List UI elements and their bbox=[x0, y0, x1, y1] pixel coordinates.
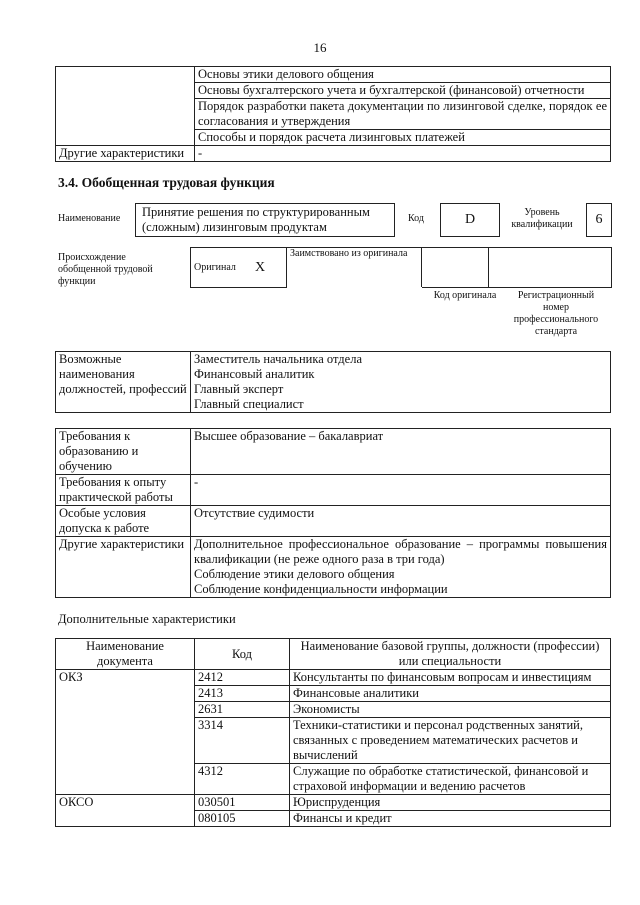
extra-title: Дополнительные характеристики bbox=[58, 612, 236, 626]
positions-table bbox=[55, 351, 611, 413]
reg-number-caption: Регистрационный номер профессионального стандарта bbox=[513, 290, 599, 337]
code-original-caption: Код оригинала bbox=[433, 290, 497, 301]
doc-okz: ОКЗ bbox=[56, 670, 195, 795]
origin-label: Происхождение обобщенной трудовой функции bbox=[58, 252, 153, 287]
other-value: Соблюдение конфиденциальности информации bbox=[194, 582, 448, 596]
position-item: Финансовый аналитик bbox=[194, 367, 315, 381]
experience-value: - bbox=[191, 475, 611, 506]
table-row bbox=[56, 670, 611, 686]
name-cell: Финансовые аналитики bbox=[290, 686, 611, 702]
other-value: Соблюдение этики делового общения bbox=[194, 567, 395, 581]
position-item: Главный специалист bbox=[194, 397, 304, 411]
special-conditions-label: Особые условия допуска к работе bbox=[56, 506, 191, 537]
code-original-cell bbox=[422, 248, 489, 288]
function-name: Принятие решения по структурированным (сложным) лизинговым продуктам bbox=[142, 205, 370, 234]
level-value: 6 bbox=[595, 212, 603, 227]
name-cell: Финансы и кредит bbox=[290, 811, 611, 827]
positions-label: Возможные наименования должностей, профессий bbox=[56, 352, 191, 413]
name-cell: Экономисты bbox=[290, 702, 611, 718]
code-cell: 2631 bbox=[195, 702, 290, 718]
knowledge-item: Порядок разработки пакета документации по лизинговой сделке, порядок ее согласования и утверждения bbox=[195, 99, 611, 130]
name-label: Наименование bbox=[58, 213, 121, 224]
code-label: Код bbox=[408, 213, 424, 224]
top-knowledge-table bbox=[55, 66, 611, 162]
requirements-table bbox=[55, 428, 611, 598]
original-mark: X bbox=[252, 248, 287, 288]
page-number: 16 bbox=[313, 40, 327, 55]
name-cell: Консультанты по финансовым вопросам и инвестициям bbox=[290, 670, 611, 686]
table-row bbox=[56, 795, 611, 811]
extra-table bbox=[55, 638, 611, 827]
experience-label: Требования к опыту практической работы bbox=[56, 475, 191, 506]
level-box bbox=[586, 203, 612, 237]
borrowed-label: Заимствовано из оригинала bbox=[287, 248, 422, 288]
original-label: Оригинал bbox=[191, 248, 253, 288]
knowledge-item: Основы этики делового общения bbox=[195, 67, 611, 83]
code-cell: 2413 bbox=[195, 686, 290, 702]
other-label: Другие характеристики bbox=[56, 537, 191, 598]
knowledge-item: Основы бухгалтерского учета и бухгалтерской (финансовой) отчетности bbox=[195, 83, 611, 99]
name-cell: Техники-статистики и персонал родственных занятий, связанных с проведением математических расчетов и вычислений bbox=[290, 718, 611, 764]
function-code-box bbox=[440, 203, 500, 237]
code-cell: 030501 bbox=[195, 795, 290, 811]
header-code: Код bbox=[195, 639, 290, 670]
knowledge-item: Способы и порядок расчета лизинговых платежей bbox=[195, 130, 611, 146]
other-characteristics-value: - bbox=[195, 146, 611, 162]
education-label: Требования к образованию и обучению bbox=[56, 429, 191, 475]
reg-number-cell bbox=[489, 248, 612, 288]
section-title: 3.4. Обобщенная трудовая функция bbox=[58, 175, 275, 190]
other-value: Дополнительное профессиональное образование – программы повышения квалификации (не реже одного раза в три года) bbox=[194, 537, 607, 566]
code-cell: 080105 bbox=[195, 811, 290, 827]
function-name-box bbox=[135, 203, 395, 237]
code-cell: 2412 bbox=[195, 670, 290, 686]
function-code: D bbox=[464, 212, 476, 227]
education-value: Высшее образование – бакалавриат bbox=[191, 429, 611, 475]
position-item: Главный эксперт bbox=[194, 382, 284, 396]
special-conditions-value: Отсутствие судимости bbox=[191, 506, 611, 537]
header-name: Наименование базовой группы, должности (профессии) или специальности bbox=[290, 639, 611, 670]
doc-okso: ОКСО bbox=[56, 795, 195, 827]
name-cell: Служащие по обработке статистической, финансовой и страховой информации и ведению расчетов bbox=[290, 764, 611, 795]
code-cell: 4312 bbox=[195, 764, 290, 795]
position-item: Заместитель начальника отдела bbox=[194, 352, 362, 366]
header-document: Наименование документа bbox=[56, 639, 195, 670]
code-cell: 3314 bbox=[195, 718, 290, 764]
level-label: Уровень квалификации bbox=[511, 207, 573, 230]
name-cell: Юриспруденция bbox=[290, 795, 611, 811]
other-characteristics-label: Другие характеристики bbox=[56, 146, 195, 162]
origin-table bbox=[190, 247, 612, 288]
